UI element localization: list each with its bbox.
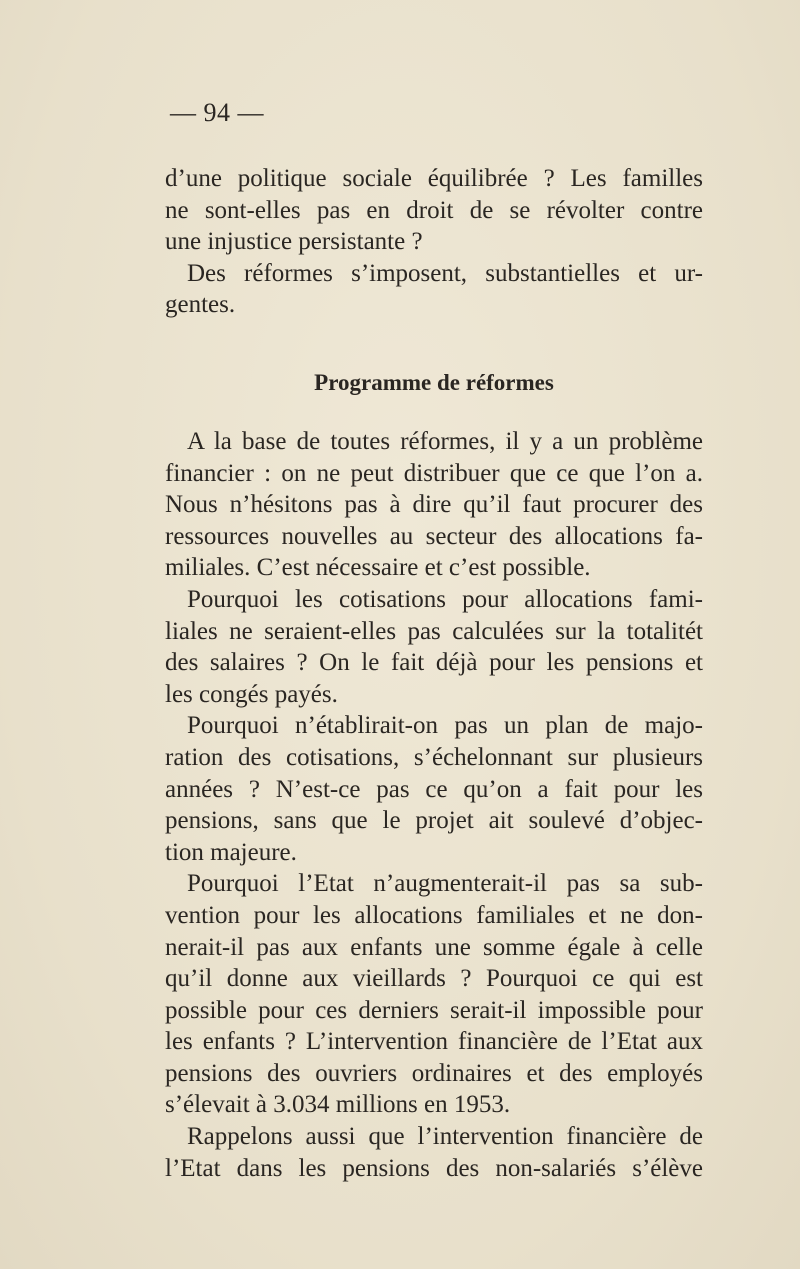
text-line: Nous n’hésitons pas à dire qu’il faut procurer des (165, 491, 703, 519)
section-title: Programme de réformes (314, 370, 554, 395)
text-line: s’élevait à 3.034 millions en 1953. (165, 1091, 511, 1119)
text-line: miliales. C’est nécessaire et c’est possible. (165, 554, 591, 582)
text-line: les congés payés. (165, 680, 338, 708)
text-line: Rappelons aussi que l’intervention financière de (187, 1123, 703, 1151)
text-line: une injustice persistante ? (165, 228, 423, 256)
body-text (165, 426, 703, 1184)
text-line: liales ne seraient-elles pas calculées sur la totalitét (165, 617, 703, 645)
text-line: d’une politique sociale équilibrée ? Les familles (165, 165, 703, 192)
text-line: qu’il donne aux vieillards ? Pourquoi ce qui est (165, 965, 703, 993)
text-line: Des réformes s’imposent, substantielles et ur- (187, 259, 703, 287)
text-line: Pourquoi les cotisations pour allocations fami- (187, 585, 703, 613)
text-line: les enfants ? L’intervention financière de l’Etat aux (165, 1028, 703, 1056)
text-line: ration des cotisations, s’échelonnant sur plusieurs (165, 743, 703, 771)
intro-paragraph (165, 163, 703, 321)
text-line: vention pour les allocations familiales et ne don- (165, 901, 703, 929)
text-line: Pourquoi l’Etat n’augmenterait-il pas sa sub- (187, 870, 703, 898)
text-line: l’Etat dans les pensions des non-salariés s’élève (165, 1154, 703, 1182)
text-line: pensions des ouvriers ordinaires et des employés (165, 1059, 703, 1087)
text-line: gentes. (165, 291, 236, 319)
page-number: — 94 — (170, 98, 264, 127)
text-line: financier : on ne peut distribuer que ce que l’on a. (165, 459, 703, 487)
text-line: ne sont-elles pas en droit de se révolter contre (165, 196, 703, 224)
text-line: ressources nouvelles au secteur des allocations fa- (165, 522, 703, 550)
text-line: A la base de toutes réformes, il y a un problème (187, 428, 703, 455)
text-line: possible pour ces derniers serait-il impossible pour (165, 996, 703, 1024)
text-line: Pourquoi n’établirait-on pas un plan de majo- (187, 712, 703, 740)
text-line: années ? N’est-ce pas ce qu’on a fait pour les (165, 775, 703, 803)
text-line: des salaires ? On le fait déjà pour les pensions et (165, 649, 703, 677)
text-line: tion majeure. (165, 838, 297, 866)
text-line: nerait-il pas aux enfants une somme égale à celle (165, 933, 703, 961)
text-line: pensions, sans que le projet ait soulevé d’objec- (165, 807, 703, 835)
